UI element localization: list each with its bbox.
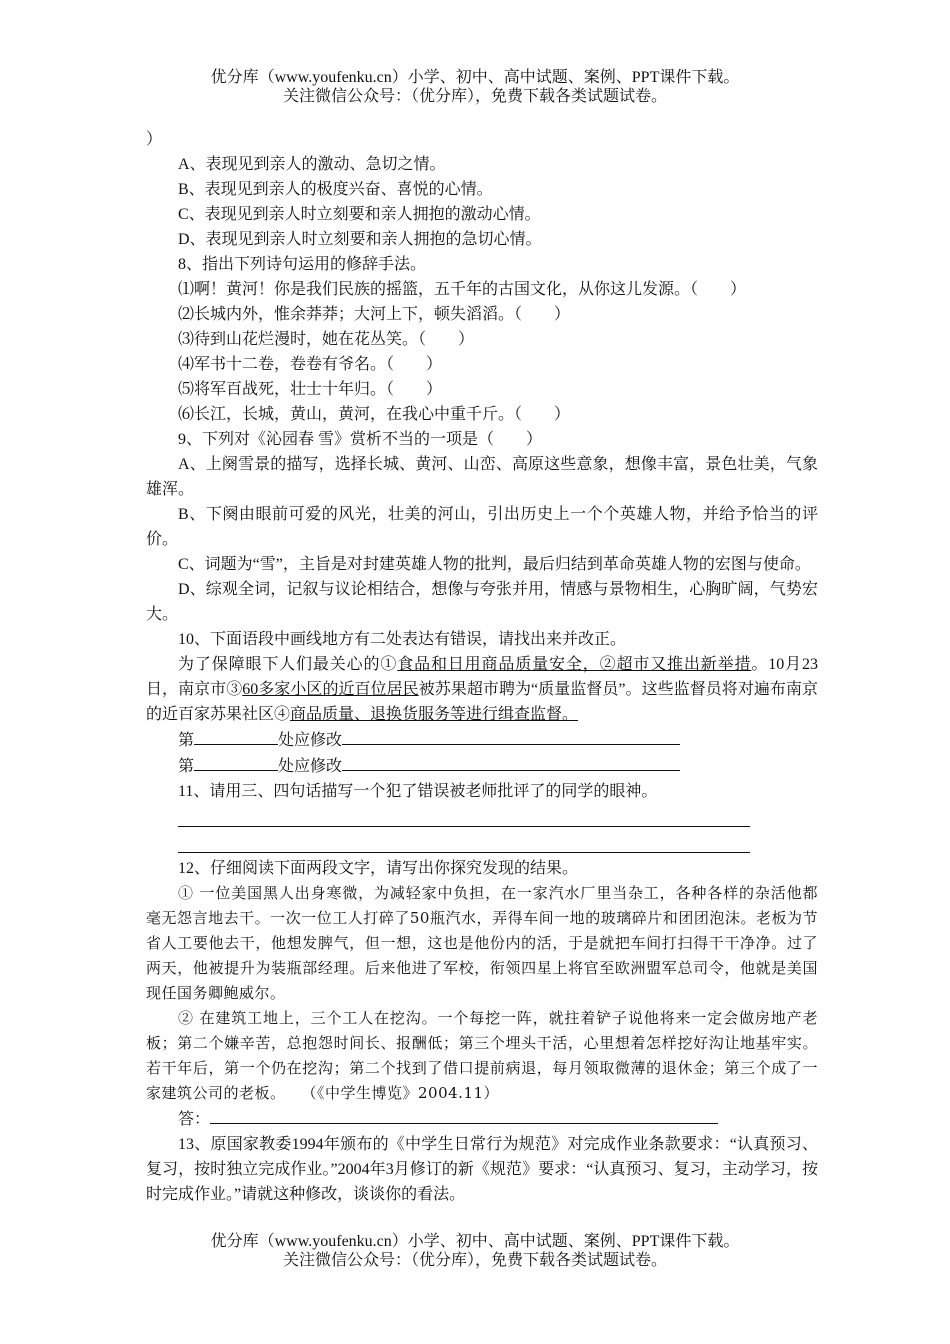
q9-stem: 9、下列对《沁园春 雪》赏析不当的一项是（ ） xyxy=(178,431,543,448)
q10-underline-4: 商品质量、退换货服务等进行缉查监督。 xyxy=(290,706,579,723)
q7-option-a: A、表现见到亲人的激动、急切之情。 xyxy=(178,156,446,173)
q7-option-b: B、表现见到亲人的极度兴奋、喜悦的心情。 xyxy=(178,181,493,198)
q10-underline-3: 60多家小区的近百位居民 xyxy=(242,681,419,698)
q10-underline-1: 食品和日用商品质量安全，② xyxy=(397,656,617,673)
q10-stem: 10、下面语段中画线地方有二处表达有错误，请找出来并改正。 xyxy=(178,631,627,648)
q10-underline-2: 超市又推出新举措 xyxy=(616,656,752,673)
q9-option-b: B、下阕由眼前可爱的风光，壮美的河山，引出历史上一个个英雄人物，并给予恰当的评价。 xyxy=(146,506,818,548)
q8-item-1: ⑴啊！黄河！你是我们民族的摇篮，五千年的古国文化，从你这儿发源。（ ） xyxy=(178,281,747,298)
q10-answer-row-1 xyxy=(146,727,818,753)
q10-passage xyxy=(146,652,818,727)
q12-answer-blank[interactable] xyxy=(210,1106,718,1124)
page-footer xyxy=(0,1232,950,1270)
q9-option-d: D、综观全词，记叙与议论相结合，想像与夸张并用，情感与景物相生，心胸旷阔，气势宏大。 xyxy=(146,581,818,623)
q9-option-a: A、上阕雪景的描写，选择长城、黄河、山峦、高原这些意象，想像丰富，景色壮美，气象雄浑。 xyxy=(146,456,818,498)
q12-passage-1: ① 一位美国黑人出身寒微，为减轻家中负担，在一家汽水厂里当杂工，各种各样的杂活他都毫无怨言地去干。一次一位工人打碎了50瓶汽水，弄得车间一地的玻璃碎片和团团泡沫。老板为节省人工要他去干，他想发脾气，但一想，这也是他份内的活，于是就把车间打扫得干干净净。过了两天，他被提升为装瓶部经理。后来他进了军校，衔领四星上将官至欧洲盟军总司令，他就是美国现任国务卿鲍威尔。 xyxy=(146,884,818,1002)
q12-answer-label: 答： xyxy=(178,1111,211,1128)
q10-blank-location-1[interactable] xyxy=(194,727,278,745)
q8-stem: 8、指出下列诗句运用的修辞手法。 xyxy=(178,256,427,273)
q10-text-3: 被苏果超市聘为“质量监督员”。这些监督员将对遍布南京的近百家苏果社区④ xyxy=(146,681,818,723)
q10-blank-correction-1[interactable] xyxy=(342,727,680,745)
q8-item-3: ⑶待到山花烂漫时，她在花丛笑。（ ） xyxy=(178,331,475,348)
q10-blank-correction-2[interactable] xyxy=(342,753,680,771)
header-line-2: 关注微信公众号：（优分库），免费下载各类试题试卷。 xyxy=(282,88,667,105)
footer-line-2: 关注微信公众号：（优分库），免费下载各类试题试卷。 xyxy=(282,1252,667,1269)
q9-option-c: C、词题为“雪”，主旨是对封建英雄人物的批判，最后归结到革命英雄人物的宏图与使命。 xyxy=(178,556,811,573)
q11-answer-line-1[interactable] xyxy=(178,804,750,827)
q13-stem: 13、原国家教委1994年颁布的《中学生日常行为规范》对完成作业条款要求：“认真预习、复习，按时独立完成作业。”2004年3月修订的新《规范》要求：“认真预习、复习，主动学习，按时完成作业。”请就这种修改，谈谈你的看法。 xyxy=(146,1136,818,1203)
q12-passage-2: ② 在建筑工地上，三个工人在挖沟。一个每挖一阵，就拄着铲子说他将来一定会做房地产老板；第二个嫌辛苦，总抱怨时间长、报酬低；第三个埋头干活，心里想着怎样挖好沟让地基牢实。若干年后，第一个仍在挖沟；第二个找到了借口提前病退，每月领取微薄的退休金；第三个成了一家建筑公司的老板。 （《中学生博览》2004.11） xyxy=(146,1009,818,1102)
page-header xyxy=(0,68,950,106)
q11-answer-line-2[interactable] xyxy=(178,827,750,853)
q11-stem: 11、请用三、四句话描写一个犯了错误被老师批评了的同学的眼神。 xyxy=(178,783,658,800)
q10-text-2: 。10月23日，南京市③ xyxy=(146,656,818,698)
q7-option-c: C、表现见到亲人时立刻要和亲人拥抱的激动心情。 xyxy=(178,206,541,223)
q10-row-mid: 处应修改 xyxy=(278,732,343,749)
q10-answer-row-2 xyxy=(146,753,818,779)
q10-row-prefix: 第 xyxy=(178,732,195,749)
question-content xyxy=(146,127,818,1207)
q8-item-6: ⑹长江，长城，黄山，黄河，在我心中重千斤。（ ） xyxy=(178,406,571,423)
q8-item-5: ⑸将军百战死，壮士十年归。（ ） xyxy=(178,381,443,398)
q7-option-d: D、表现见到亲人时立刻要和亲人拥抱的急切心情。 xyxy=(178,231,542,248)
footer-line-1: 优分库（www.youfenku.cn）小学、初中、高中试题、案例、PPT课件下载。 xyxy=(210,1233,740,1250)
q10-row-mid: 处应修改 xyxy=(278,758,343,775)
q10-row-prefix: 第 xyxy=(178,758,195,775)
q10-text-1: 为了保障眼下人们最关心的① xyxy=(178,656,398,673)
q12-stem: 12、仔细阅读下面两段文字，请写出你探究发现的结果。 xyxy=(178,860,579,877)
q12-answer-row xyxy=(146,1106,818,1132)
q7-stem-end: ） xyxy=(146,131,163,148)
header-line-1: 优分库（www.youfenku.cn）小学、初中、高中试题、案例、PPT课件下载。 xyxy=(210,69,740,86)
q10-blank-location-2[interactable] xyxy=(194,753,278,771)
q8-item-2: ⑵长城内外，惟余莽莽；大河上下，顿失滔滔。（ ） xyxy=(178,306,571,323)
q8-item-4: ⑷军书十二卷，卷卷有爷名。（ ） xyxy=(178,356,443,373)
